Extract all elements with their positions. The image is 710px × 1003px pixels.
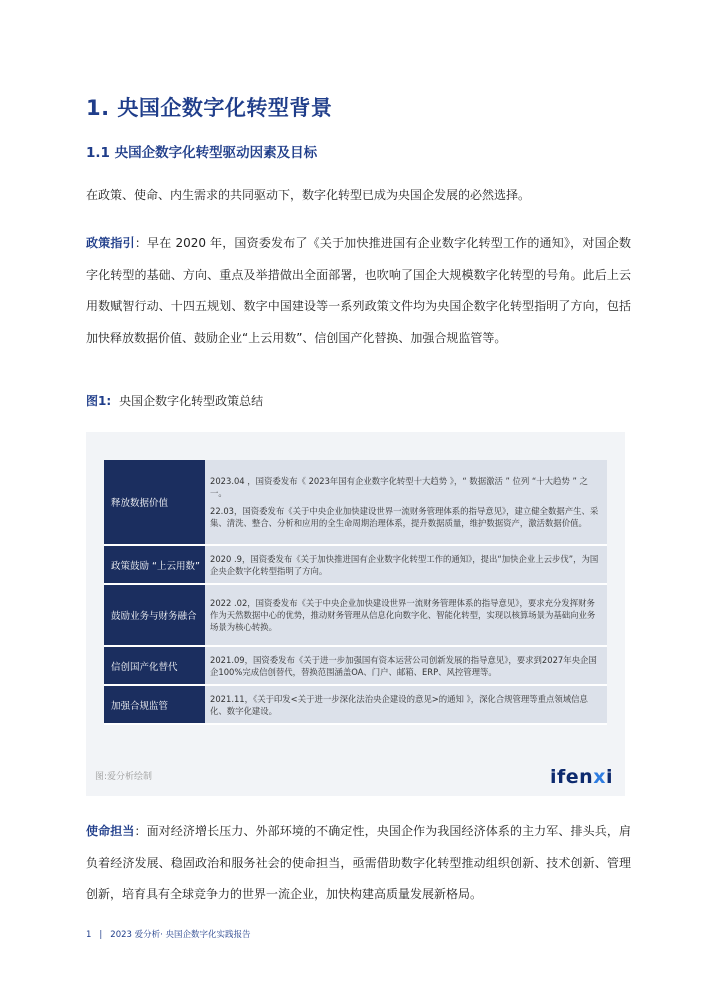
row-value xyxy=(205,647,607,684)
figure-label: 图1: xyxy=(86,394,112,408)
row-value xyxy=(205,546,607,583)
footer-separator: | xyxy=(99,930,103,940)
table-row xyxy=(104,546,607,585)
policy-label: 政策指引 xyxy=(86,236,135,250)
figure-title xyxy=(86,392,263,409)
row-value-line: 2020 .9，国资委发布《关于加快推进国有企业数字化转型工作的通知》，提出“加快企业上云步伐”，为国企央企数字化转型指明了方向。 xyxy=(210,553,599,576)
section-heading: 1. 央国企数字化转型背景 xyxy=(86,96,333,120)
row-value-line: 2021.09，国资委发布《关于进一步加强国有资本运营公司创新发展的指导意见》，要求到2027年央企国企100%完成信创替代，替换范围涵盖OA、门户、邮箱、ERP、风控管理等。 xyxy=(210,654,597,677)
table-row xyxy=(104,686,607,725)
report-title: 2023 爱分析· 央国企数字化实践报告 xyxy=(110,930,251,940)
table-row xyxy=(104,647,607,686)
row-key: 鼓励业务与财务融合 xyxy=(104,585,205,645)
figure-source: 图:爱分析绘制 xyxy=(95,772,153,782)
figure-panel xyxy=(86,432,625,796)
mission-label: 使命担当 xyxy=(86,824,135,838)
page-footer xyxy=(86,928,251,940)
row-value xyxy=(205,686,607,723)
row-value-line: 22.03，国资委发布《关于中央企业加快建设世界一流财务管理体系的指导意见》，建立健全数据产生、采集、清洗、整合、分析和应用的全生命周期治理体系，提升数据质量，维护数据资产，激活数据价值。 xyxy=(210,506,599,528)
subsection-heading: 1.1 央国企数字化转型驱动因素及目标 xyxy=(86,145,318,161)
row-value-line: 2021.11，《关于印发<关于进一步深化法治央企建设的意见>的通知 》，深化合规管理等重点领域信息化、数字化建设。 xyxy=(210,693,588,716)
row-value-line: 2023.04 ，国资委发布《 2023年国有企业数字化转型十大趋势 》，“ 数据激活 ” 位列 “十大趋势 ” 之一。 xyxy=(210,476,588,498)
row-key: 释放数据价值 xyxy=(104,460,205,544)
policy-paragraph xyxy=(86,228,631,354)
row-value xyxy=(205,585,607,645)
ifenxi-logo: ifenxi xyxy=(550,766,613,788)
row-value-line: 2022 .02，国资委发布《关于中央企业加快建设世界一流财务管理体系的指导意见》，要求充分发挥财务作为天然数据中心的优势，推动财务管理从信息化向数字化、智能化转型，实现以核算场景为基础向业务场景为核心转换。 xyxy=(210,598,596,632)
table-row xyxy=(104,460,607,546)
mission-text: ：面对经济增长压力、外部环境的不确定性，央国企作为我国经济体系的主力军、排头兵，肩负着经济发展、稳固政治和服务社会的使命担当，亟需借助数字化转型推动组织创新、技术创新、管理创新，培育具有全球竞争力的世界一流企业，加快构建高质量发展新格局。 xyxy=(86,824,631,901)
row-key: 加强合规监管 xyxy=(104,686,205,723)
row-key: 信创国产化替代 xyxy=(104,647,205,684)
policy-table xyxy=(104,460,607,725)
row-value xyxy=(205,460,607,544)
table-row xyxy=(104,585,607,647)
page-number: 1 xyxy=(86,930,92,940)
policy-text: ：早在 2020 年，国资委发布了《关于加快推进国有企业数字化转型工作的通知》，对国企数字化转型的基础、方向、重点及举措做出全面部署，也吹响了国企大规模数字化转型的号角。此后上云用数赋智行动、十四五规划、数字中国建设等一系列政策文件均为央国企数字化转型指明了方向，包括加快释放数据价值、鼓励企业“上云用数”、信创国产化替换、加强合规监管等。 xyxy=(86,236,631,345)
intro-paragraph: 在政策、使命、内生需求的共同驱动下，数字化转型已成为央国企发展的必然选择。 xyxy=(86,188,531,202)
row-key: 政策鼓励 “上云用数” xyxy=(104,546,205,583)
mission-paragraph xyxy=(86,816,631,911)
figure-caption: 央国企数字化转型政策总结 xyxy=(119,394,264,408)
